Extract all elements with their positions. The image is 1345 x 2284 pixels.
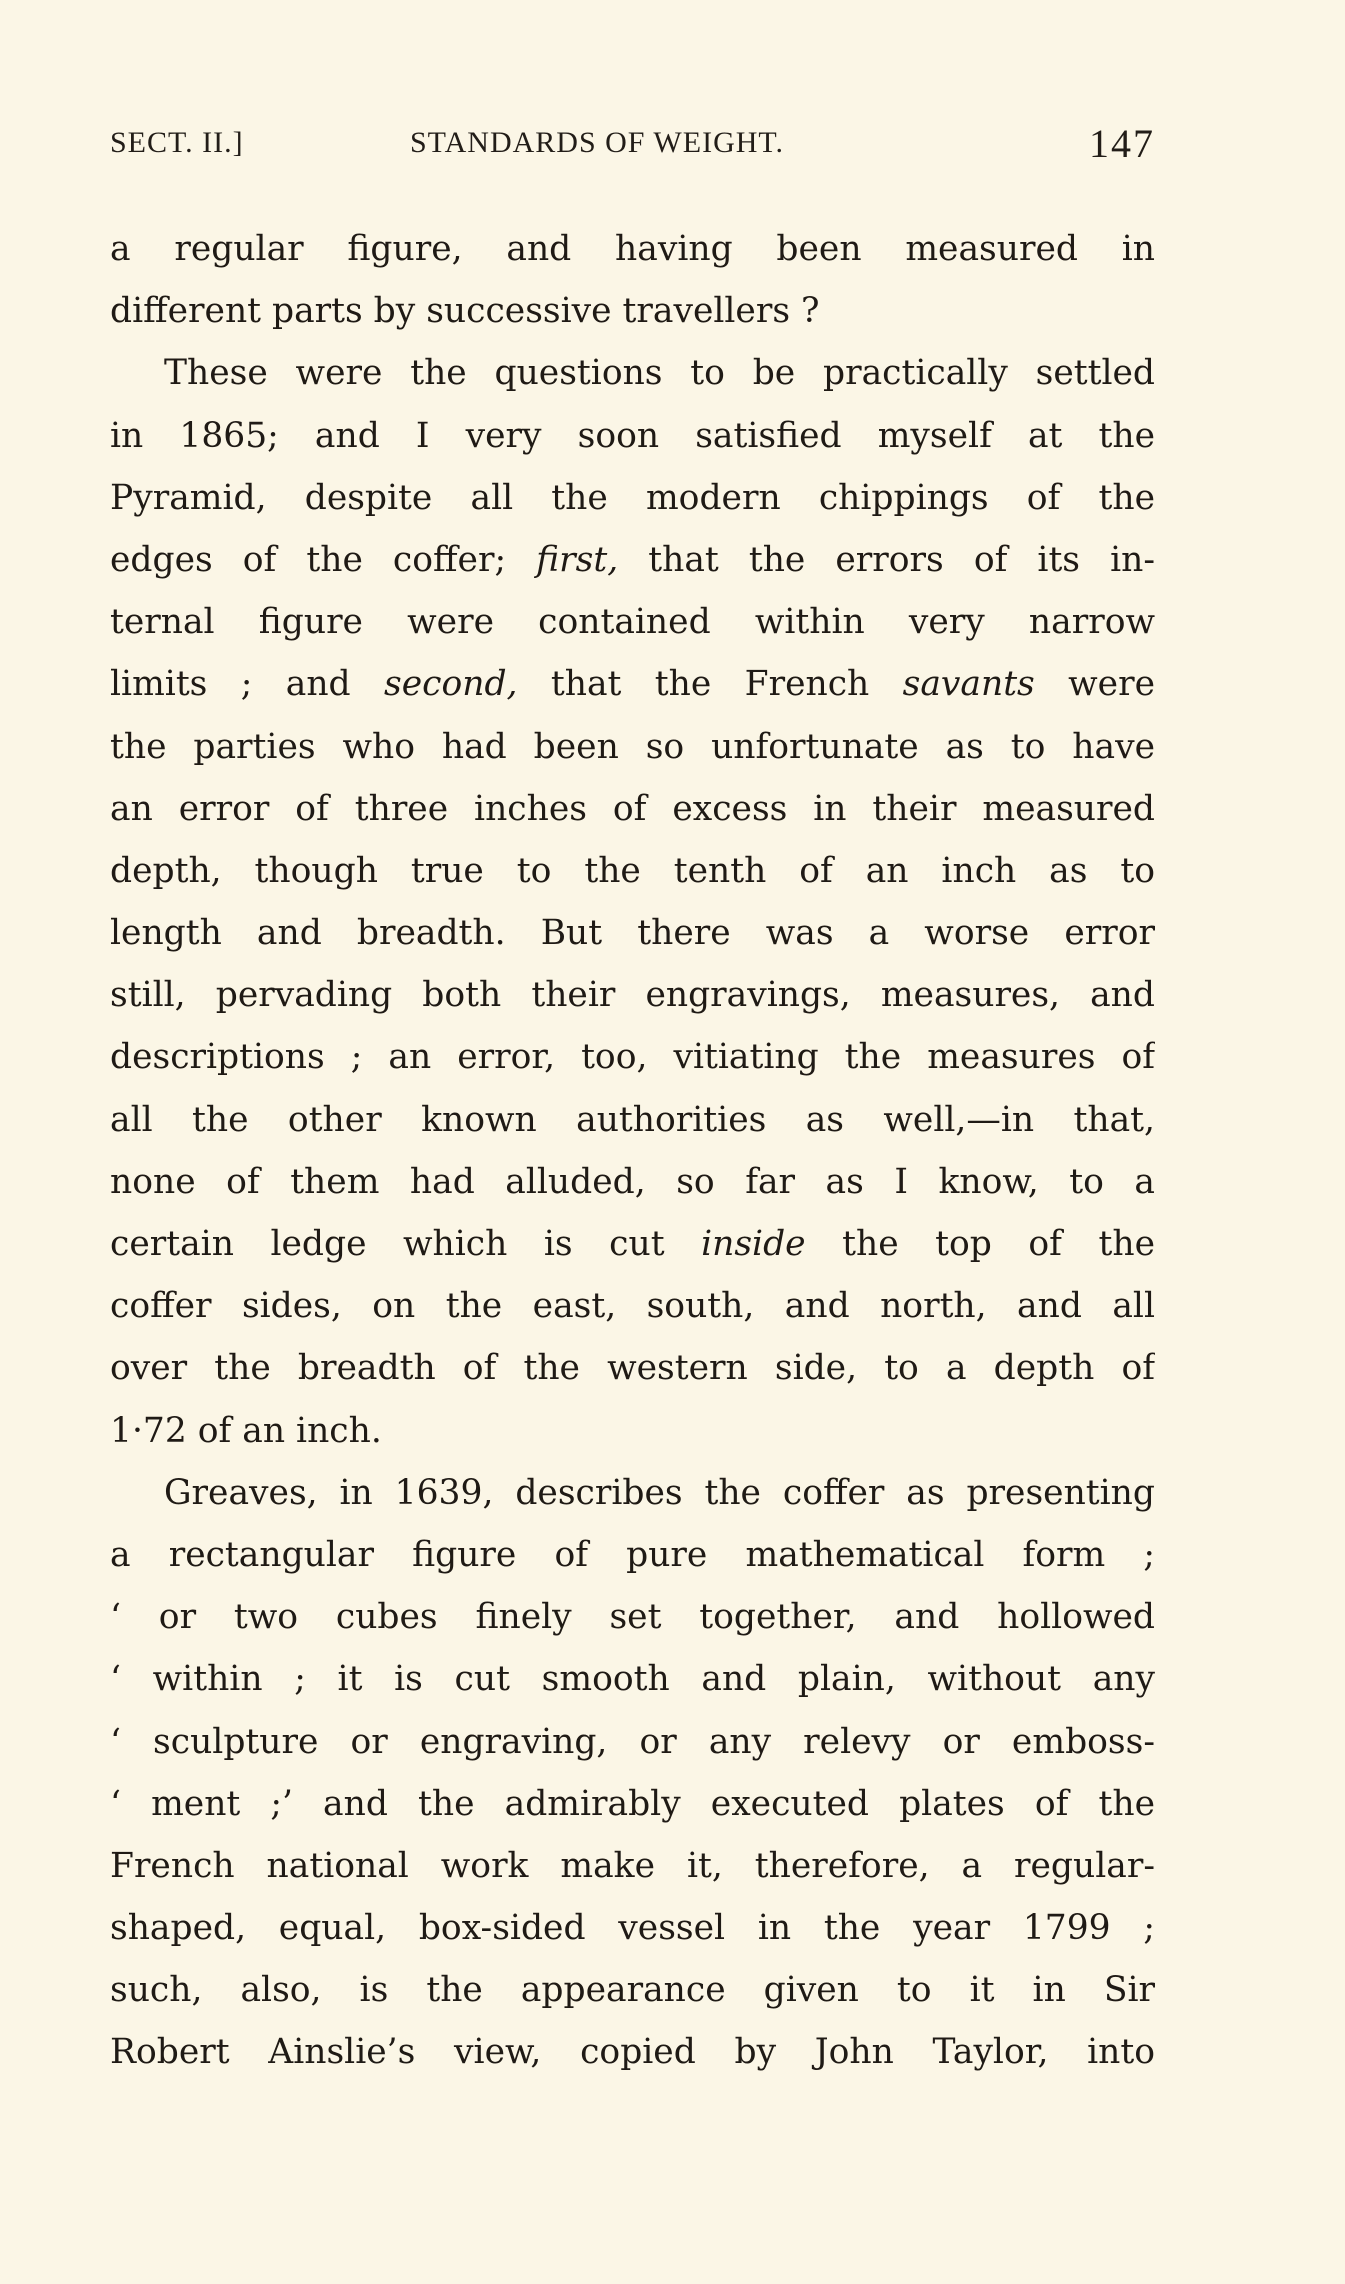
text-run: certain ledge which is cut [110,1224,702,1264]
text-run: 1·72 of an inch. [110,1410,382,1451]
text-line [110,1897,1155,1959]
text-run: still, pervading both their engravings, measures, and [110,975,1155,1016]
text-run: a rectangular figure of pure mathematical form ; [110,1534,1155,1575]
text-line [110,342,1155,404]
text-run: edges of the coffer; [110,539,537,580]
text-run: limits ; and [110,664,385,705]
text-run: different parts by successive travellers ? [110,291,820,332]
text-line [110,840,1155,902]
text-line [110,1711,1155,1773]
text-run: the parties who had been so unfortunate as to have [110,726,1155,767]
text-line [110,1773,1155,1835]
italic-text: inside [701,1224,806,1264]
text-line [110,964,1155,1026]
section-label: SECT. II.] [110,126,244,159]
text-line [110,1462,1155,1524]
text-run: Greaves, in 1639, describes the coffer as presenting [164,1472,1155,1513]
text-run: French national work make it, therefore, a regular- [110,1845,1155,1886]
text-run: depth, though true to the tenth of an inch as to [110,850,1155,891]
text-line [110,1151,1155,1213]
text-run: an error of three inches of excess in their measured [110,788,1155,829]
text-run: shaped, equal, box-sided vessel in the year 1799 ; [110,1908,1155,1949]
text-line [110,1026,1155,1088]
text-line [110,1337,1155,1399]
chapter-title: STANDARDS OF WEIGHT. [410,126,784,159]
text-line [110,1275,1155,1337]
text-line [110,778,1155,840]
text-run: ‘ within ; it is cut smooth and plain, without any [110,1659,1155,1700]
text-line [110,591,1155,653]
text-run: Robert Ainslie’s view, copied by John Taylor, into [110,2032,1155,2073]
text-line [110,1524,1155,1586]
text-run: ‘ ment ;’ and the admirably executed plates of the [110,1783,1155,1824]
text-line [110,1089,1155,1151]
body-text [110,218,1155,2084]
text-run: length and breadth. But there was a worse error [110,913,1155,954]
text-line [110,902,1155,964]
text-run: such, also, is the appearance given to it in Sir [110,1970,1155,2011]
text-run: that the French [517,664,903,705]
text-line [110,653,1155,715]
running-head [110,121,1155,176]
text-run: These were the questions to be practically settled [164,353,1155,394]
text-run: Pyramid, despite all the modern chippings of the [110,477,1155,518]
text-line [110,405,1155,467]
text-run: in 1865; and I very soon satisfied myself at the [110,415,1155,456]
text-line [110,716,1155,778]
italic-text: second, [384,664,518,705]
text-line [110,1959,1155,2021]
text-run: ternal figure were contained within very narrow [110,602,1155,643]
text-line [110,1648,1155,1710]
text-run: a regular figure, and having been measured in [110,229,1155,269]
text-run: descriptions ; an error, too, vitiating the measures of [110,1037,1155,1078]
text-run: that the errors of its in- [618,539,1155,580]
text-run: the top of the [805,1224,1155,1264]
text-run: were [1034,664,1155,705]
page-number: 147 [1089,121,1155,166]
italic-text: first, [536,539,619,580]
text-run: over the breadth of the western side, to a depth of [110,1348,1155,1389]
text-line [110,218,1155,280]
text-line [110,1400,1155,1462]
text-line [110,1213,1155,1275]
text-line [110,280,1155,342]
text-line [110,1586,1155,1648]
text-line [110,1835,1155,1897]
text-run: ‘ or two cubes finely set together, and hollowed [110,1597,1155,1638]
italic-text: savants [902,664,1035,705]
text-run: all the other known authorities as well,—in that, [110,1099,1155,1140]
text-line [110,2021,1155,2083]
text-line [110,529,1155,591]
text-run: none of them had alluded, so far as I know, to a [110,1161,1155,1202]
text-run: ‘ sculpture or engraving, or any relevy or emboss- [110,1721,1155,1762]
text-run: coffer sides, on the east, south, and north, and all [110,1286,1155,1327]
text-line [110,467,1155,529]
